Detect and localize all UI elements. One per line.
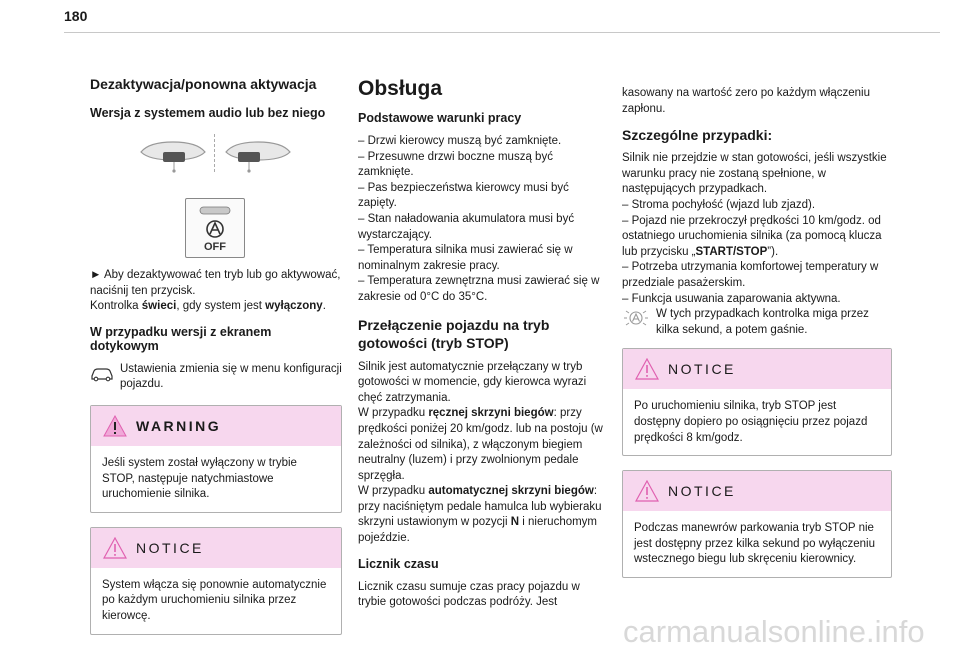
column-1 xyxy=(90,76,342,649)
off-label: OFF xyxy=(204,241,226,253)
list-item: – Drzwi kierowcy muszą być zamknięte. xyxy=(358,135,562,147)
list-item: – Temperatura silnika musi zawierać się w nominalnym zakresie pracy. xyxy=(358,244,573,272)
button-illustrations xyxy=(90,130,342,260)
notice-label: NOTICE xyxy=(668,361,736,378)
auto-a-off-icon xyxy=(186,199,244,257)
notice-header xyxy=(623,471,891,511)
instr-bold-off: wyłączony xyxy=(265,300,323,313)
basic-conditions-subheading: Podstawowe warunki pracy xyxy=(358,111,522,125)
time-counter-continued: kasowany na wartość zero po każdym włączeniu zapłonu. xyxy=(622,87,871,115)
stop-mode-text xyxy=(358,360,610,547)
list-item: – Stan naładowania akumulatora musi być wystarczający. xyxy=(358,212,575,241)
touchscreen-text: Ustawienia zmienia się w menu konfiguracji pojazdu. xyxy=(120,362,342,391)
instr-part: . xyxy=(322,300,326,313)
list-item: – Pas bezpieczeństwa kierowcy musi być zapięty. xyxy=(358,181,569,210)
list-item: – Przesuwne drzwi boczne muszą być zamknięte. xyxy=(358,150,553,179)
blink-text: W tych przypadkach kontrolka miga przez kilka sekund, a potem gaśnie. xyxy=(656,308,869,336)
notice-label: NOTICE xyxy=(136,539,204,556)
notice-label: NOTICE xyxy=(668,483,736,500)
notice-box-2 xyxy=(622,470,892,578)
manual-gearbox-text xyxy=(358,406,610,484)
instr-bold-lit: świeci xyxy=(141,300,177,313)
conditions-list xyxy=(358,134,610,306)
instr-part: , gdy system jest xyxy=(176,300,266,313)
dashboard-control-left-icon xyxy=(135,138,211,174)
stop-mode-subheading: Przełączenie pojazdu na tryb gotowości (tryb STOP) xyxy=(358,316,550,351)
notice-header xyxy=(91,528,341,568)
special-cases-heading: Szczególne przypadki: xyxy=(622,127,773,144)
list-item: – Stroma pochyłość (wjazd lub zjazd). xyxy=(622,198,816,211)
text-part: i nieruchomym pojeździe. xyxy=(358,516,598,545)
notice-text: Podczas manewrów parkowania tryb STOP nie jest dostępny przez kilka sekund po wyłączeniu wstecznego biegu lub skręceniu kierownicy. xyxy=(634,522,875,566)
stop-mode-intro: Silnik jest automatycznie przełączany w tryb gotowości w momencie, gdy kierowca wyrazi chęć zatrzymania. xyxy=(358,360,587,404)
text-part: W przypadku xyxy=(358,485,429,498)
notice-text: Po uruchomieniu silnika, tryb STOP jest dostępny dopiero po osiągnięciu przez pojazd prędkości 8 km/godz. xyxy=(634,400,868,444)
notice-header xyxy=(623,349,891,389)
blink-note xyxy=(622,307,892,338)
dashboard-control-right-icon xyxy=(220,138,296,174)
warning-header xyxy=(91,406,341,446)
blinking-auto-a-icon xyxy=(622,307,650,327)
operation-heading: Obsługa xyxy=(358,77,443,100)
special-cases-text xyxy=(622,151,892,338)
audio-version-subheading: Wersja z systemem audio lub bez niego xyxy=(90,106,326,120)
text-part: : przy prędkości poniżej 20 km/godz. lub na postoju (w zależności od silnika), z włączonym biegiem neutralny (luzem) i przy zwolnionym pedale sprzęgła. xyxy=(358,407,603,482)
column-2 xyxy=(358,76,610,611)
automatic-gearbox-text xyxy=(358,484,610,546)
notice-triangle-icon xyxy=(103,537,127,559)
image-divider xyxy=(214,134,215,172)
notice-box xyxy=(90,527,342,635)
touchscreen-note xyxy=(90,362,342,393)
time-counter-subheading: Licznik czasu xyxy=(358,556,439,571)
vehicle-settings-icon xyxy=(90,364,114,382)
warning-triangle-icon xyxy=(103,415,127,437)
warning-text: Jeśli system został wyłączony w trybie STOP, następuje natychmiastowe uruchomienie silnika. xyxy=(102,456,297,501)
page-number: 180 xyxy=(64,8,88,24)
start-stop-bold: START/STOP xyxy=(695,245,768,258)
footer-watermark: carmanualsonline.info xyxy=(623,614,925,649)
notice-text: System włącza się ponownie automatycznie po każdym uruchomieniu silnika przez kierowcę. xyxy=(102,578,327,622)
column-3 xyxy=(622,86,892,592)
header-rule xyxy=(64,32,940,33)
instr-part: Kontrolka xyxy=(90,300,142,313)
list-item: – Potrzeba utrzymania komfortowej temperatury w przedziale pasażerskim. xyxy=(622,261,879,289)
touchscreen-subheading: W przypadku wersji z ekranem dotykowym xyxy=(90,324,272,353)
list-item xyxy=(622,214,892,261)
stop-start-off-button[interactable] xyxy=(185,198,245,258)
warning-box xyxy=(90,405,342,513)
automatic-gearbox-bold: automatycznej skrzyni biegów xyxy=(428,485,594,498)
notice-triangle-icon xyxy=(635,358,659,380)
special-cases-intro: Silnik nie przejdzie w stan gotowości, jeśli wszystkie warunku pracy nie zostaną spełnione, w następujących przypadkach. xyxy=(622,152,887,196)
text-part: : przy naciśniętym pedale hamulca lub wybieraku skrzyni ustawionym w pozycji xyxy=(358,485,602,529)
notice-box-1 xyxy=(622,348,892,456)
neutral-n-bold: N xyxy=(510,516,520,529)
time-counter-text: Licznik czasu sumuje czas pracy pojazdu w trybie gotowości podczas podróży. Jest xyxy=(358,580,580,609)
text-part: W przypadku xyxy=(358,407,429,420)
deactivate-instruction xyxy=(90,268,342,315)
text-part: ”). xyxy=(767,245,779,258)
list-item: – Funkcja usuwania zaparowania aktywna. xyxy=(622,292,841,305)
instruction-text: ► Aby dezaktywować ten tryb lub go aktywować, naciśnij ten przycisk. xyxy=(90,269,341,297)
warning-label: WARNING xyxy=(136,417,222,434)
notice-triangle-icon xyxy=(635,480,659,502)
text-part: – Pojazd nie przekroczył prędkości 10 km/godz. od ostatniego uruchomienia silnika (za pomocą klucza lub przycisku „ xyxy=(622,214,882,258)
manual-gearbox-bold: ręcznej skrzyni biegów xyxy=(428,407,554,420)
list-item: – Temperatura zewnętrzna musi zawierać się w zakresie od 0°C do 35°C. xyxy=(358,275,600,303)
deactivation-heading: Dezaktywacja/ponowna aktywacja xyxy=(90,76,317,92)
